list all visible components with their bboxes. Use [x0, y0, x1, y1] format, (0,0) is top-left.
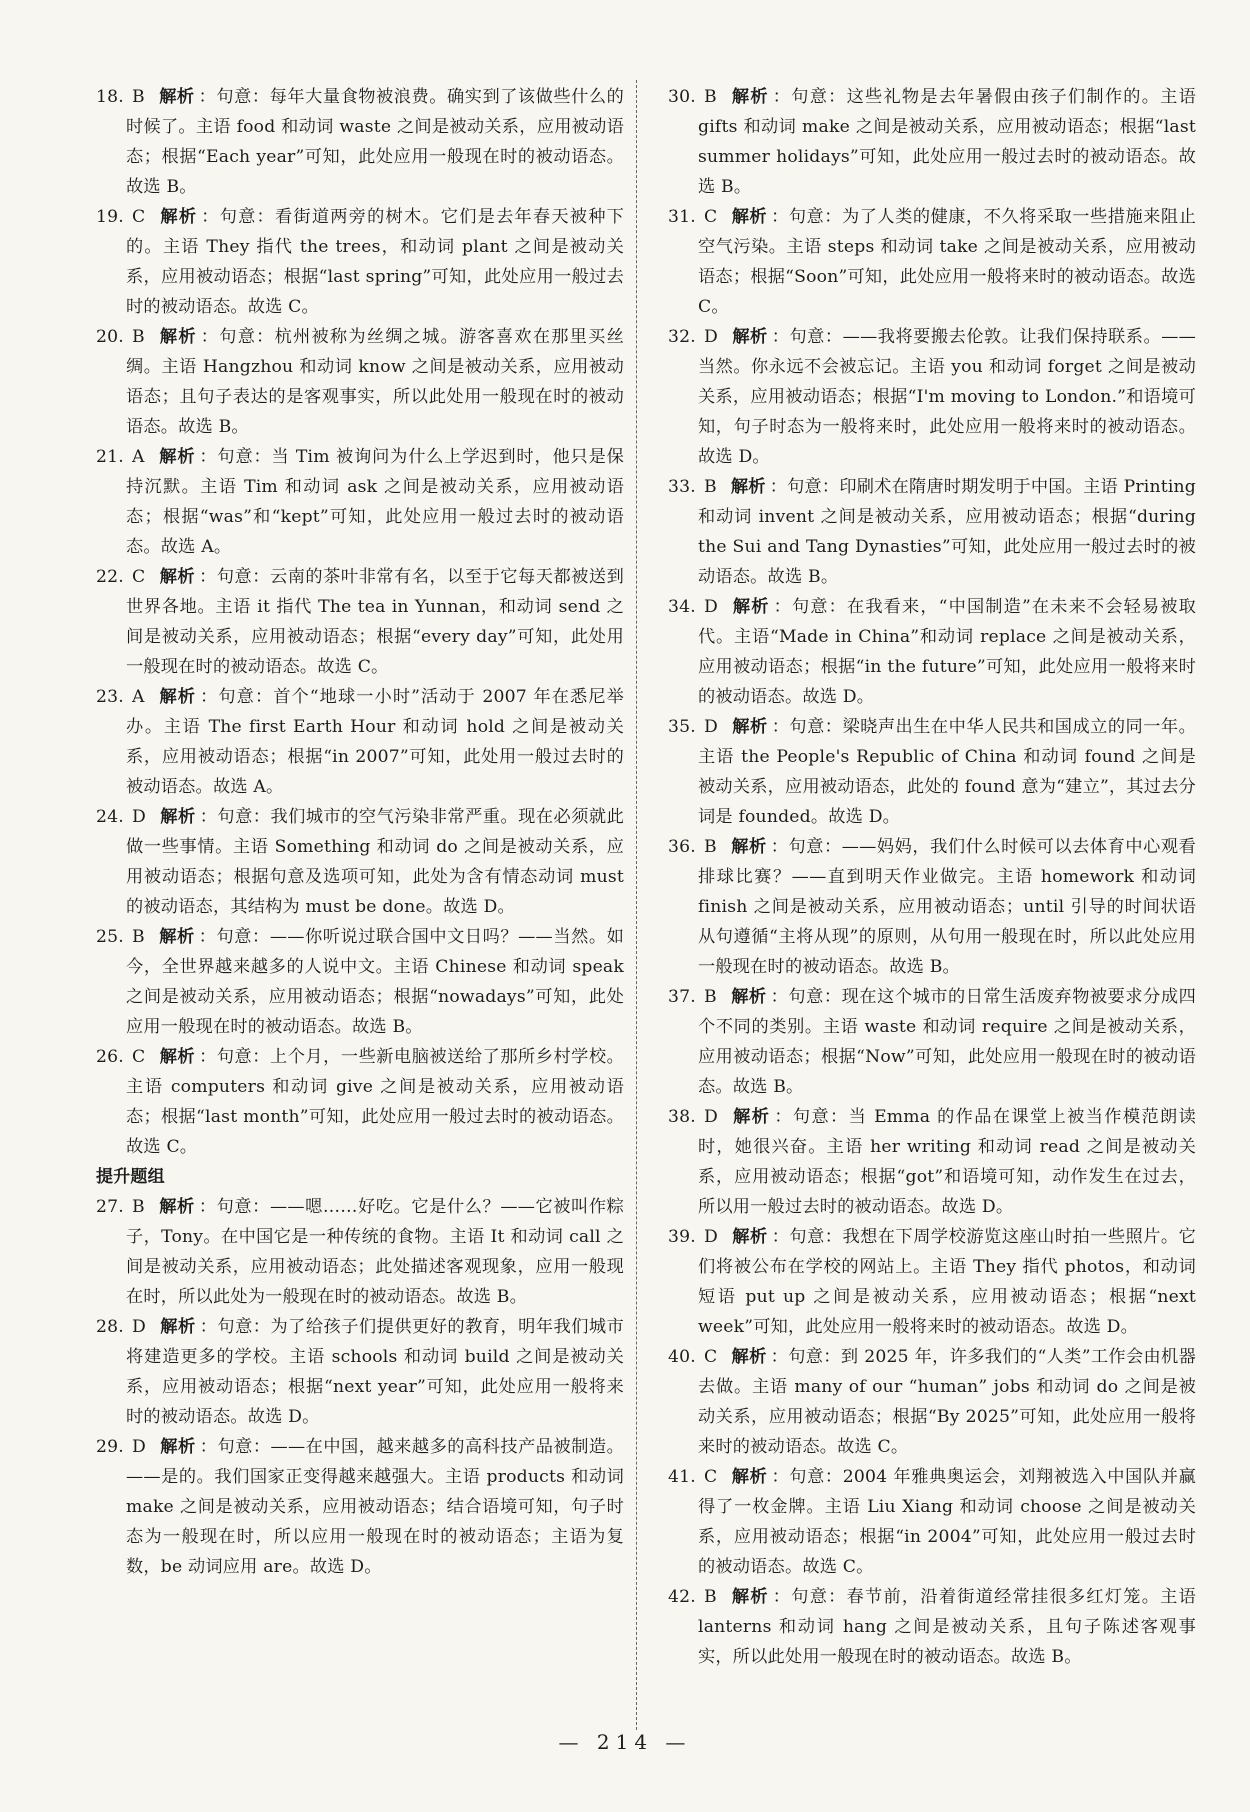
colon: ：	[773, 597, 792, 617]
question-number: 23.	[96, 687, 124, 707]
answer-letter: C	[704, 1467, 718, 1487]
colon: ：	[771, 717, 790, 737]
question-number: 42.	[668, 1587, 696, 1607]
analysis-label: 解析	[731, 1347, 767, 1367]
analysis-label: 解析	[731, 1227, 768, 1247]
answer-letter: A	[132, 687, 145, 707]
question-number: 31.	[668, 207, 696, 227]
analysis-label: 解析	[158, 447, 196, 467]
analysis-text: 句意：当 Tim 被询问为什么上学迟到时，他只是保持沉默。主语 Tim 和动词 ask 之间是被动关系，应用被动语态；根据“was”和“kept”可知，此处应用一般过去时的被动语态。故选 A。	[126, 447, 625, 557]
answer-item	[96, 322, 624, 442]
question-number: 39.	[668, 1227, 696, 1247]
answer-item	[668, 832, 1196, 982]
answer-item	[96, 1432, 624, 1582]
analysis-label: 解析	[731, 597, 770, 617]
colon: ：	[199, 1437, 218, 1457]
analysis-text: 句意：云南的茶叶非常有名，以至于它每天都被送到世界各地。主语 it 指代 The tea in Yunnan，和动词 send 之间是被动关系，应用被动语态；根据“every day”可知，此处用一般现在时的被动语态。故选 C。	[126, 567, 624, 677]
colon: ：	[774, 1107, 793, 1127]
section-title: 提升题组	[96, 1167, 165, 1187]
answer-letter: A	[132, 447, 145, 467]
analysis-text: 句意：到 2025 年，许多我们的“人类”工作会由机器去做。主语 many of our “human” jobs 和动词 do 之间是被动关系，应用被动语态；根据“By 2025”可知，此处应用一般将来时的被动语态。故选 C。	[698, 1347, 1196, 1457]
analysis-label: 解析	[731, 207, 768, 227]
answer-item	[668, 1462, 1196, 1582]
answer-letter: C	[132, 207, 146, 227]
analysis-label: 解析	[731, 1107, 771, 1127]
colon: ：	[200, 327, 220, 347]
answer-letter: D	[704, 1107, 718, 1127]
answer-letter: C	[704, 207, 718, 227]
colon: ：	[199, 567, 217, 587]
left-column	[96, 82, 624, 1582]
answer-item	[668, 322, 1196, 472]
analysis-text: 句意：——嗯……好吃。它是什么？——它被叫作粽子，Tony。在中国它是一种传统的食物。主语 It 和动词 call 之间是被动关系，应用被动语态；此处描述客观现象，应用一般现在时，所以此处为一般现在时的被动语态。故选 B。	[126, 1197, 625, 1307]
analysis-text: 句意：看街道两旁的树木。它们是去年春天被种下的。主语 They 指代 the trees，和动词 plant 之间是被动关系，应用被动语态；根据“last spring”可知，此处应用一般过去时的被动语态。故选 C。	[126, 207, 625, 317]
question-number: 37.	[668, 987, 696, 1007]
answer-letter: C	[132, 567, 146, 587]
answer-letter: D	[704, 717, 718, 737]
answer-item	[96, 562, 624, 682]
colon: ：	[199, 807, 218, 827]
analysis-label: 解析	[159, 567, 196, 587]
left-answer-list	[96, 82, 624, 1162]
question-number: 32.	[668, 327, 696, 347]
answer-item	[96, 1312, 624, 1432]
analysis-text: 句意：梁晓声出生在中华人民共和国成立的同一年。主语 the People's Republic of China 和动词 found 之间是被动关系，应用被动语态，此处的 found 意为“建立”，其过去分词是 founded。故选 D。	[698, 717, 1197, 827]
colon: ：	[769, 477, 788, 497]
answer-letter: B	[132, 87, 145, 107]
answer-letter: C	[704, 1347, 718, 1367]
analysis-text: 句意：我们城市的空气污染非常严重。现在必须就此做一些事情。主语 Something 和动词 do 之间是被动关系，应用被动语态；根据句意及选项可知，此处为含有情态动词 must 的被动语态，其结构为 must be done。故选 D。	[126, 807, 625, 917]
colon: ：	[198, 87, 217, 107]
colon: ：	[770, 987, 789, 1007]
answer-item	[668, 982, 1196, 1102]
answer-item	[96, 922, 624, 1042]
question-number: 28.	[96, 1317, 124, 1337]
answer-letter: B	[132, 1197, 145, 1217]
question-number: 33.	[668, 477, 696, 497]
analysis-text: 句意：在我看来，“中国制造”在未来不会轻易被取代。主语“Made in China”和动词 replace 之间是被动关系，应用被动语态；根据“in the future”可知，此处应用一般将来时的被动语态。故选 D。	[698, 597, 1196, 707]
colon: ：	[772, 87, 792, 107]
analysis-label: 解析	[158, 1197, 195, 1217]
question-number: 40.	[668, 1347, 696, 1367]
answer-item	[668, 1102, 1196, 1222]
analysis-label: 解析	[730, 987, 767, 1007]
colon: ：	[771, 1227, 790, 1247]
answer-letter: B	[132, 327, 145, 347]
answer-letter: B	[704, 477, 717, 497]
analysis-text: 句意：春节前，沿着街道经常挂很多红灯笼。主语 lanterns 和动词 hang 之间是被动关系，且句子陈述客观事实，所以此处用一般现在时的被动语态。故选 B。	[698, 1587, 1196, 1667]
analysis-text: 句意：上个月，一些新电脑被送给了那所乡村学校。主语 computers 和动词 give 之间是被动关系，应用被动语态；根据“last month”可知，此处应用一般过去时的被动语态。故选 C。	[126, 1047, 624, 1157]
answer-item	[668, 1222, 1196, 1342]
answer-letter: B	[704, 837, 717, 857]
analysis-text: 句意：——妈妈，我们什么时候可以去体育中心观看排球比赛？——直到明天作业做完。主语 homework 和动词 finish 之间是被动关系，应用被动语态；until 引导的时间状语从句遵循“主将从现”的原则，从句用一般现在时，所以此处应用一般现在时的被动语态。故选 B。	[698, 837, 1197, 977]
colon: ：	[198, 927, 217, 947]
question-number: 29.	[96, 1437, 124, 1457]
question-number: 38.	[668, 1107, 696, 1127]
page-number: — 214 —	[558, 1730, 692, 1754]
analysis-label: 解析	[159, 207, 198, 227]
answer-item	[668, 712, 1196, 832]
analysis-text: 句意：这些礼物是去年暑假由孩子们制作的。主语 gifts 和动词 make 之间是被动关系，应用被动语态；根据“last summer holidays”可知，此处应用一般过去时的被动语态。故选 B。	[698, 87, 1196, 197]
analysis-text: 句意：为了给孩子们提供更好的教育，明年我们城市将建造更多的学校。主语 schools 和动词 build 之间是被动关系，应用被动语态；根据“next year”可知，此处应用一般将来时的被动语态。故选 D。	[126, 1317, 625, 1427]
analysis-text: 句意：每年大量食物被浪费。确实到了该做些什么的时候了。主语 food 和动词 waste 之间是被动关系，应用被动语态；根据“Each year”可知，此处应用一般现在时的被动语态。故选 B。	[126, 87, 625, 197]
colon: ：	[200, 687, 219, 707]
analysis-label: 解析	[158, 87, 195, 107]
answer-letter: D	[132, 1317, 146, 1337]
answer-item	[668, 202, 1196, 322]
answer-letter: D	[132, 1437, 146, 1457]
analysis-label: 解析	[730, 477, 766, 497]
question-number: 34.	[668, 597, 696, 617]
analysis-label: 解析	[158, 927, 195, 947]
question-number: 24.	[96, 807, 124, 827]
answer-letter: B	[704, 87, 717, 107]
question-number: 27.	[96, 1197, 124, 1217]
analysis-label: 解析	[159, 1047, 196, 1067]
question-number: 41.	[668, 1467, 696, 1487]
analysis-text: 句意：当 Emma 的作品在课堂上被当作模范朗读时，她很兴奋。主语 her writing 和动词 read 之间是被动关系，应用被动语态；根据“got”和语境可知，动作发生在过去，所以用一般过去时的被动语态。故选 D。	[698, 1107, 1196, 1217]
answer-letter: D	[704, 597, 718, 617]
answer-item	[668, 1582, 1196, 1672]
answer-item	[96, 442, 624, 562]
analysis-text: 句意：杭州被称为丝绸之城。游客喜欢在那里买丝绸。主语 Hangzhou 和动词 know 之间是被动关系，应用被动语态；且句子表达的是客观事实，所以此处用一般现在时的被动语态。故选 B。	[126, 327, 624, 437]
answer-item	[96, 202, 624, 322]
question-number: 30.	[668, 87, 696, 107]
analysis-text: 句意：首个“地球一小时”活动于 2007 年在悉尼举办。主语 The first Earth Hour 和动词 hold 之间是被动关系，应用被动语态；根据“in 2007”可知，此处用一般过去时的被动语态。故选 A。	[126, 687, 625, 797]
answer-item	[96, 802, 624, 922]
answer-letter: D	[704, 327, 718, 347]
colon: ：	[199, 1047, 217, 1067]
answer-item	[668, 1342, 1196, 1462]
question-number: 26.	[96, 1047, 124, 1067]
colon: ：	[201, 207, 220, 227]
analysis-label: 解析	[730, 837, 767, 857]
analysis-text: 句意：2004 年雅典奥运会，刘翔被选入中国队并赢得了一枚金牌。主语 Liu Xiang 和动词 choose 之间是被动关系，应用被动语态；根据“in 2004”可知，此处应用一般过去时的被动语态。故选 C。	[698, 1467, 1196, 1577]
colon: ：	[199, 447, 218, 467]
analysis-label: 解析	[731, 1467, 768, 1487]
analysis-text: 句意：我想在下周学校游览这座山时拍一些照片。它们将被公布在学校的网站上。主语 They 指代 photos，和动词短语 put up 之间是被动关系，应用被动语态；根据“next week”可知，此处应用一般将来时的被动语态。故选 D。	[698, 1227, 1197, 1337]
analysis-label: 解析	[158, 687, 197, 707]
answer-letter: D	[704, 1227, 718, 1247]
analysis-label: 解析	[731, 327, 768, 347]
question-number: 25.	[96, 927, 124, 947]
analysis-label: 解析	[730, 1587, 769, 1607]
analysis-text: 句意：——你听说过联合国中文日吗？——当然。如今，全世界越来越多的人说中文。主语 Chinese 和动词 speak 之间是被动关系，应用被动语态；根据“nowadays”可知，此处应用一般现在时的被动语态。故选 B。	[126, 927, 624, 1037]
question-number: 20.	[96, 327, 124, 347]
right-answer-list	[668, 82, 1196, 1672]
answer-item	[96, 682, 624, 802]
analysis-text: 句意：印刷术在隋唐时期发明于中国。主语 Printing 和动词 invent 之间是被动关系，应用被动语态；根据“during the Sui and Tang Dynasties”可知，此处应用一般过去时的被动语态。故选 B。	[698, 477, 1197, 587]
answer-letter: C	[132, 1047, 146, 1067]
question-number: 19.	[96, 207, 124, 227]
question-number: 36.	[668, 837, 696, 857]
question-number: 22.	[96, 567, 124, 587]
analysis-label: 解析	[158, 327, 197, 347]
analysis-label: 解析	[159, 1437, 196, 1457]
colon: ：	[772, 1587, 792, 1607]
colon: ：	[770, 1347, 789, 1367]
answer-item	[96, 82, 624, 202]
analysis-label: 解析	[159, 1317, 196, 1337]
answer-letter: B	[132, 927, 145, 947]
analysis-text: 句意：——在中国，越来越多的高科技产品被制造。——是的。我们国家正变得越来越强大。主语 products 和动词 make 之间是被动关系，应用被动语态；结合语境可知，句子时态为一般现在时，所以应用一般现在时的被动语态；主语为复数，be 动词应用 are。故选 D。	[126, 1437, 625, 1577]
colon: ：	[771, 327, 790, 347]
answer-item	[96, 1042, 624, 1162]
answer-item	[668, 592, 1196, 712]
answer-item	[668, 472, 1196, 592]
question-number: 21.	[96, 447, 124, 467]
answer-letter: D	[132, 807, 146, 827]
colon: ：	[198, 1197, 217, 1217]
column-divider	[636, 80, 637, 1730]
analysis-label: 解析	[730, 87, 769, 107]
analysis-text: 句意：——我将要搬去伦敦。让我们保持联系。——当然。你永远不会被忘记。主语 you 和动词 forget 之间是被动关系，应用被动语态；根据“I'm moving to London.”和语境可知，句子时态为一般将来时，此处应用一般将来时的被动语态。故选 D。	[698, 327, 1196, 467]
analysis-text: 句意：为了人类的健康，不久将采取一些措施来阻止空气污染。主语 steps 和动词 take 之间是被动关系，应用被动语态；根据“Soon”可知，此处应用一般将来时的被动语态。故选 C。	[698, 207, 1196, 317]
answer-letter: B	[704, 987, 717, 1007]
analysis-label: 解析	[159, 807, 196, 827]
answer-item	[96, 1192, 624, 1312]
answer-letter: B	[704, 1587, 717, 1607]
answer-item	[668, 82, 1196, 202]
colon: ：	[770, 837, 789, 857]
left-answer-list-2	[96, 1192, 624, 1582]
question-number: 35.	[668, 717, 696, 737]
analysis-label: 解析	[731, 717, 768, 737]
colon: ：	[771, 207, 789, 227]
analysis-text: 句意：现在这个城市的日常生活废弃物被要求分成四个不同的类别。主语 waste 和动词 require 之间是被动关系，应用被动语态；根据“Now”可知，此处应用一般现在时的被动语态。故选 B。	[698, 987, 1197, 1097]
right-column	[668, 82, 1196, 1672]
colon: ：	[199, 1317, 218, 1337]
colon: ：	[771, 1467, 790, 1487]
question-number: 18.	[96, 87, 124, 107]
